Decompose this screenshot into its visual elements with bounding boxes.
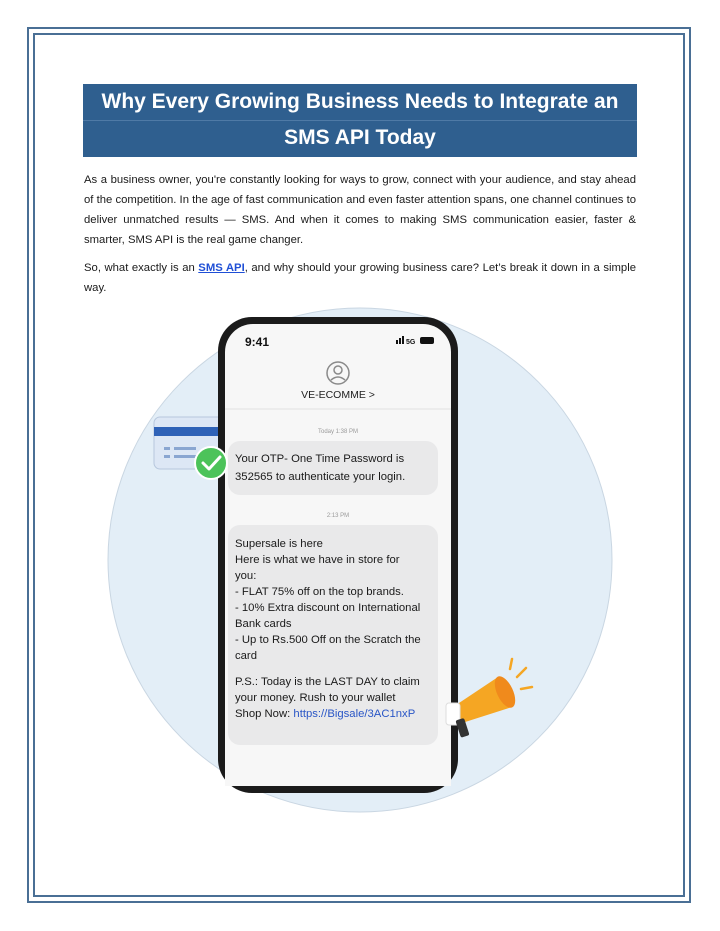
promo-line: - Up to Rs.500 Off on the Scratch the <box>235 634 421 646</box>
question-text-before: So, what exactly is an <box>84 262 199 274</box>
phone-bottom-area <box>225 750 451 786</box>
status-network: 5G <box>406 339 416 346</box>
question-paragraph <box>84 258 636 298</box>
promo-line: card <box>235 650 257 662</box>
sms-api-link[interactable]: SMS API <box>198 262 245 274</box>
promo-line: your money. Rush to your wallet <box>235 692 396 704</box>
shop-now-label: Shop Now: <box>235 708 294 720</box>
promo-line: - FLAT 75% off on the top brands. <box>235 586 404 598</box>
otp-line: 352565 to authenticate your login. <box>235 471 406 483</box>
promo-line: P.S.: Today is the LAST DAY to claim <box>235 676 420 688</box>
sms-illustration <box>100 305 620 825</box>
promo-line: Bank cards <box>235 618 292 630</box>
timestamp-1: Today 1:38 PM <box>317 429 359 435</box>
title-line-1: Why Every Growing Business Needs to Integrate an <box>101 90 619 113</box>
contact-name: VE-ECOMME > <box>301 389 375 401</box>
promo-line: Supersale is here <box>235 538 323 550</box>
promo-line: - 10% Extra discount on International <box>235 602 421 614</box>
title-line-2: SMS API Today <box>284 126 436 149</box>
status-time: 9:41 <box>245 335 270 349</box>
question-text-after: , and why should your growing business care? Let’s break it down in a simple way. <box>84 262 636 294</box>
otp-line: Your OTP- One Time Password is <box>235 453 405 465</box>
promo-line: you: <box>235 570 257 582</box>
promo-line: Here is what we have in store for <box>235 554 400 566</box>
timestamp-2: 2:13 PM <box>326 513 350 519</box>
otp-message-bubble <box>228 441 438 495</box>
shop-now-link: https://Bigsale/3AC1nxP <box>293 708 416 720</box>
title-banner <box>83 84 637 157</box>
battery-icon <box>420 337 434 344</box>
check-icon <box>195 447 227 479</box>
intro-paragraph: As a business owner, you're constantly looking for ways to grow, connect with your audience, and stay ahead of the competition. In the age of fast communication and even faster attention spans, one channel continues to deliver unmatched results — SMS. And when it comes to making SMS communication easier, faster & smarter, SMS API is the real game changer. <box>84 174 636 246</box>
